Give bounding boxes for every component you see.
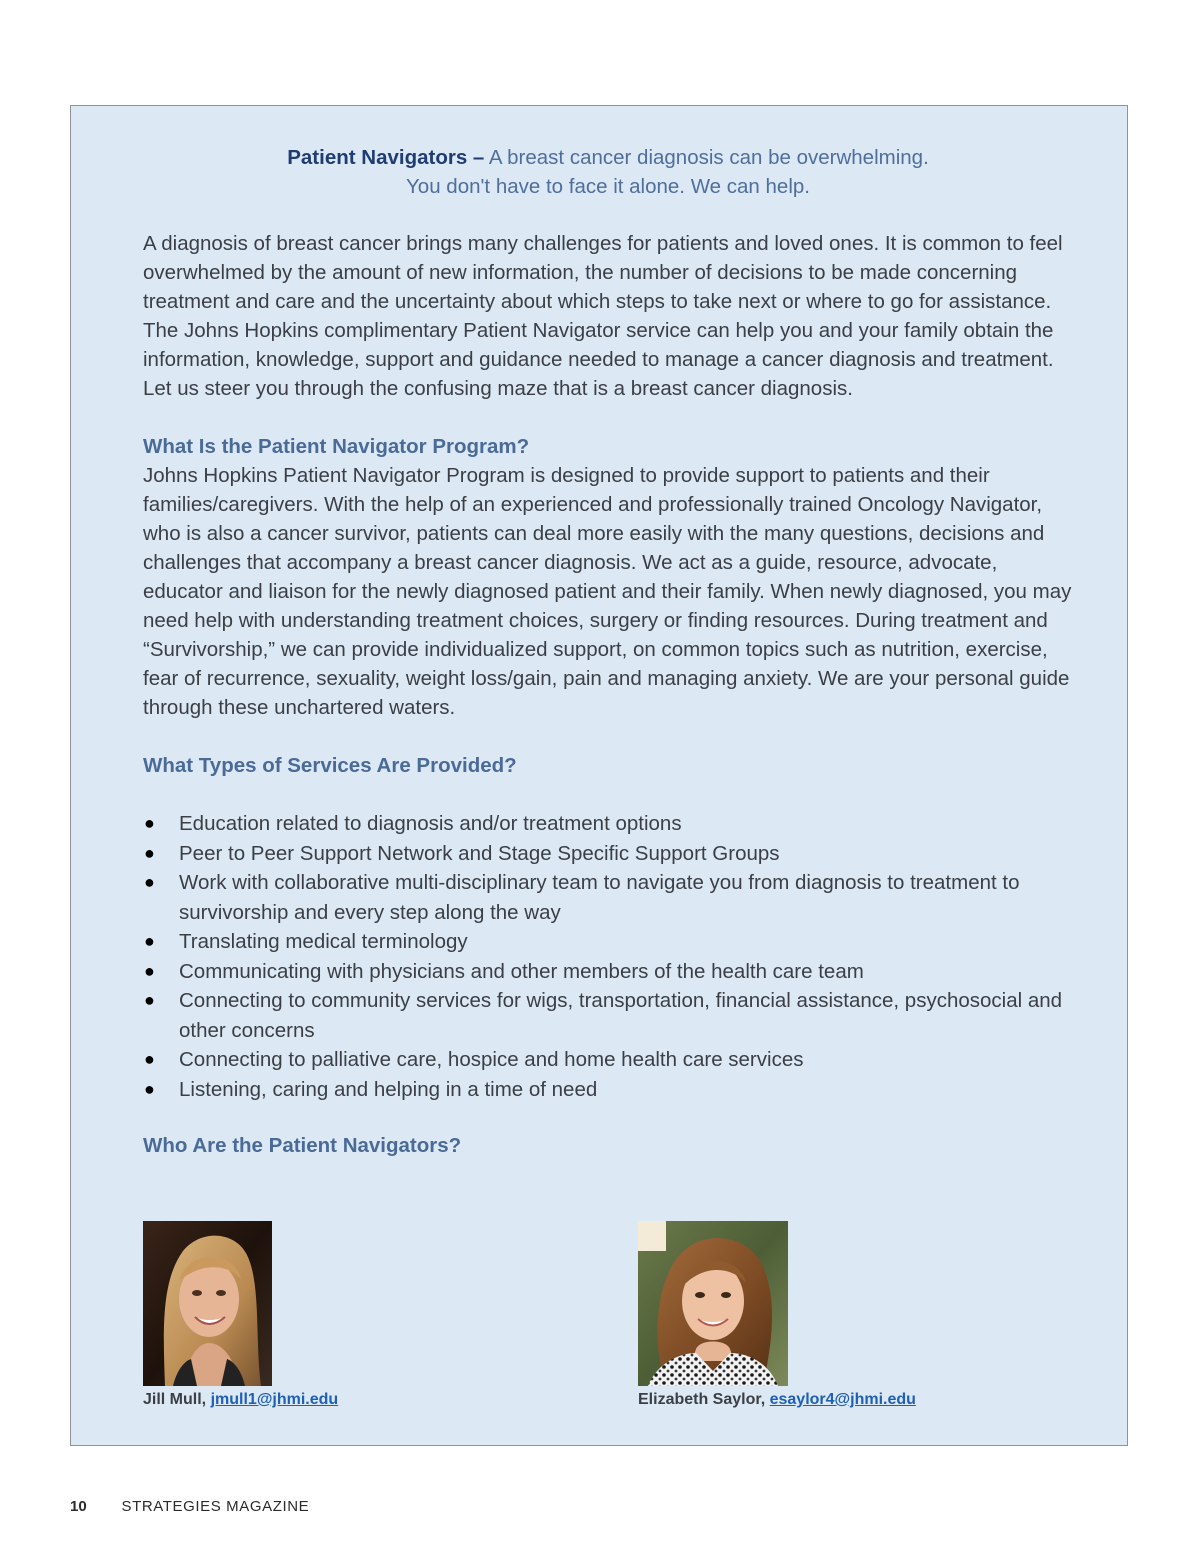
bullet-icon: ● <box>144 813 155 833</box>
navigator-caption-elizabeth <box>638 1391 916 1409</box>
list-item-text: Connecting to palliative care, hospice and home health care services <box>179 1048 804 1071</box>
list-item <box>143 868 1073 927</box>
heading-line-1: A breast cancer diagnosis can be overwhelming. <box>488 146 929 169</box>
list-item-text: Peer to Peer Support Network and Stage Specific Support Groups <box>179 841 780 865</box>
heading-lead: Patient Navigators – <box>287 146 485 169</box>
bullet-icon: ● <box>144 931 155 951</box>
list-item-text: Connecting to community services for wigs, transportation, financial assistance, psychosocial and other concerns <box>179 989 1063 1042</box>
list-item-text: Work with collaborative multi-disciplinary team to navigate you from diagnosis to treatment to survivorship and every step along the way <box>179 871 1020 924</box>
list-item-text: Education related to diagnosis and/or treatment options <box>179 812 682 835</box>
publication-name: STRATEGIES MAGAZINE <box>121 1498 310 1515</box>
info-panel <box>70 105 1128 1446</box>
bullet-icon: ● <box>144 842 155 863</box>
services-section-title: What Types of Services Are Provided? <box>143 754 517 777</box>
list-item <box>143 957 1073 987</box>
navigators-section-title: Who Are the Patient Navigators? <box>143 1134 462 1157</box>
bullet-icon: ● <box>144 990 155 1010</box>
list-item <box>143 839 1073 869</box>
list-item <box>143 1075 1073 1105</box>
bullet-icon: ● <box>144 1078 155 1099</box>
program-paragraph: Johns Hopkins Patient Navigator Program is designed to provide support to patients and their families/caregivers. With the help of an experienced and professionally trained Oncology Navigator, who is also a cancer survivor, patients can deal more easily with the many questions, decisions and challenges that accompany a breast cancer diagnosis. We act as a guide, resource, advocate, educator and liaison for the newly diagnosed patient and their family. When newly diagnosed, you may need help with understanding treatment choices, surgery or finding resources. During treatment and “Survivorship,” we can provide individualized support, on common topics such as nutrition, exercise, fear of recurrence, sexuality, weight loss/gain, pain and managing anxiety. We are your personal guide through these unchartered waters. <box>143 464 1072 719</box>
navigator-name-elizabeth: Elizabeth Saylor, <box>638 1391 766 1408</box>
navigator-card-elizabeth <box>638 1221 916 1409</box>
bullet-icon: ● <box>144 1049 155 1069</box>
heading-line-2: You don't have to face it alone. We can help. <box>406 174 810 198</box>
page-number: 10 <box>70 1498 87 1515</box>
services-list <box>143 809 1073 1104</box>
navigators-photos <box>143 1221 1073 1421</box>
bullet-icon: ● <box>144 872 155 892</box>
list-item-text: Translating medical terminology <box>179 930 468 953</box>
list-item <box>143 809 1073 839</box>
navigator-name-jill: Jill Mull, <box>143 1391 207 1408</box>
navigator-photo-elizabeth <box>638 1221 788 1386</box>
bullet-icon: ● <box>144 960 155 981</box>
list-item-text: Listening, caring and helping in a time of need <box>179 1077 598 1101</box>
list-item <box>143 927 1073 957</box>
program-section-title: What Is the Patient Navigator Program? <box>143 435 530 458</box>
page-footer <box>70 1498 309 1515</box>
navigator-photo-jill <box>143 1221 272 1386</box>
email-link-jill[interactable]: jmull1@jhmi.edu <box>210 1391 339 1408</box>
intro-paragraph: A diagnosis of breast cancer brings many challenges for patients and loved ones. It is common to feel overwhelmed by the amount of new information, the number of decisions to be made concerning treatment and care and the uncertainty about which steps to take next or where to go for assistance. The Johns Hopkins complimentary Patient Navigator service can help you and your family obtain the information, knowledge, support and guidance needed to manage a cancer diagnosis and treatment. Let us steer you through the confusing maze that is a breast cancer diagnosis. <box>143 232 1063 400</box>
navigator-card-jill <box>143 1221 338 1409</box>
navigator-caption-jill <box>143 1391 338 1409</box>
email-link-elizabeth[interactable]: esaylor4@jhmi.edu <box>769 1391 916 1408</box>
list-item-text: Communicating with physicians and other members of the health care team <box>179 959 864 983</box>
panel-content <box>143 144 1073 1160</box>
panel-heading <box>143 144 1073 201</box>
list-item <box>143 1045 1073 1075</box>
list-item <box>143 986 1073 1045</box>
